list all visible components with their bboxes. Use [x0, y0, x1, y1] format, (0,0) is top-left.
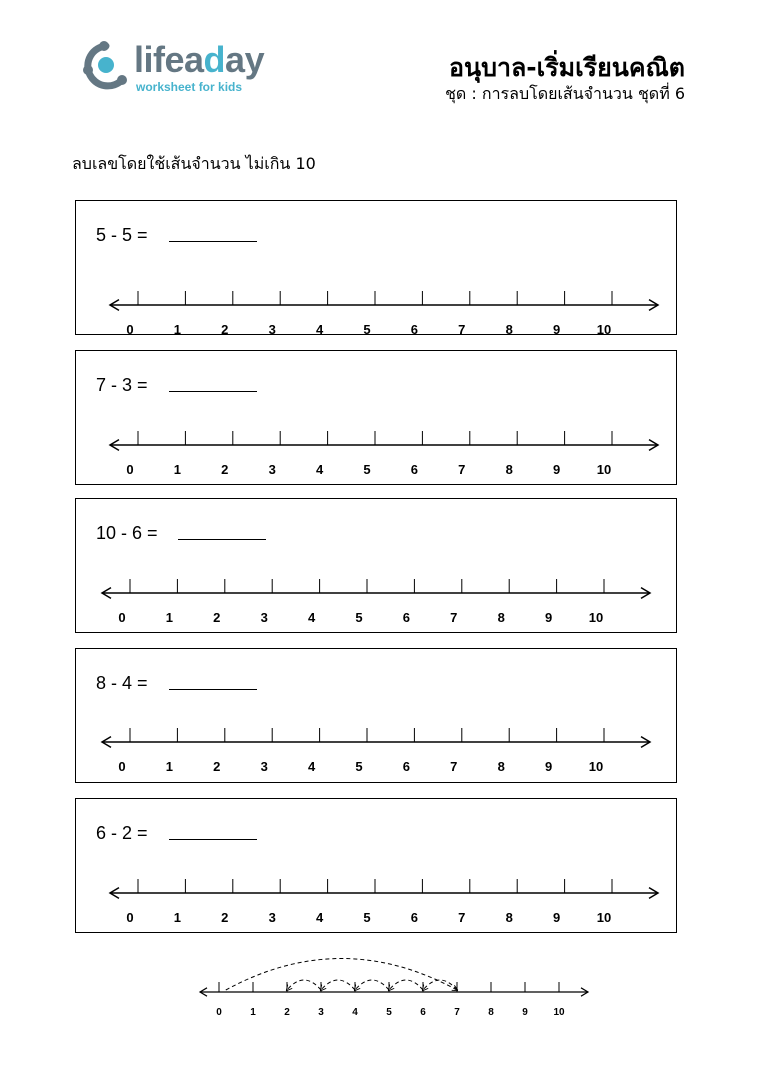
tick-label: 4	[352, 1007, 358, 1018]
tick-label: 3	[268, 910, 276, 925]
number-line	[76, 201, 676, 334]
logo-wordmark: lifeaday	[134, 39, 265, 80]
jump-arc	[389, 980, 423, 990]
tick-label: 4	[315, 322, 324, 334]
tick-label: 0	[126, 910, 134, 925]
tick-label: 10	[596, 462, 612, 477]
tick-label: 4	[315, 462, 324, 477]
tick-label: 1	[165, 759, 174, 774]
tick-label: 2	[221, 910, 229, 925]
tick-label: 2	[213, 610, 221, 625]
tick-label: 8	[488, 1007, 494, 1018]
tick-label: 7	[450, 759, 458, 774]
problem-equation: 8 - 4 =	[96, 673, 148, 693]
tick-label: 2	[284, 1007, 290, 1018]
tick-label: 2	[221, 462, 229, 477]
problem-equation: 6 - 2 =	[96, 823, 148, 843]
tick-label: 2	[221, 322, 229, 334]
tick-label: 5	[363, 462, 371, 477]
tick-label: 7	[458, 462, 466, 477]
tick-label: 7	[450, 610, 458, 625]
jump-arc	[321, 980, 355, 990]
number-line	[76, 799, 676, 932]
tick-label: 6	[410, 462, 419, 477]
tick-label: 0	[126, 322, 134, 334]
tick-label: 9	[544, 610, 553, 625]
tick-label: 6	[402, 759, 411, 774]
tick-label: 5	[355, 759, 363, 774]
page-title: อนุบาล-เริ่มเรียนคณิต	[448, 53, 685, 82]
jump-arc	[423, 980, 457, 990]
tick-label: 3	[318, 1007, 324, 1018]
example-jumps-diagram	[190, 950, 600, 1025]
problem-equation: 10 - 6 =	[96, 523, 158, 543]
problem-box	[75, 798, 677, 933]
number-line	[76, 351, 676, 484]
tick-label: 9	[544, 759, 553, 774]
tick-label: 0	[216, 1007, 222, 1018]
tick-label: 10	[553, 1007, 565, 1018]
problem-box	[75, 350, 677, 485]
problem-box	[75, 498, 677, 633]
tick-label: 0	[118, 759, 126, 774]
tick-label: 5	[355, 610, 363, 625]
tick-label: 8	[505, 462, 513, 477]
tick-label: 10	[588, 610, 604, 625]
molecule-icon	[82, 40, 130, 90]
tick-label: 8	[497, 759, 505, 774]
tick-label: 8	[497, 610, 505, 625]
tick-label: 2	[213, 759, 221, 774]
tick-label: 1	[173, 322, 182, 334]
problem-equation: 7 - 3 =	[96, 375, 148, 395]
tick-label: 4	[315, 910, 324, 925]
tick-label: 6	[402, 610, 411, 625]
logo	[82, 38, 282, 98]
tick-label: 7	[458, 910, 466, 925]
tick-label: 7	[458, 322, 466, 334]
tick-label: 1	[250, 1007, 256, 1018]
tick-label: 5	[363, 910, 371, 925]
tick-label: 8	[505, 322, 513, 334]
page-subtitle: ชุด : การลบโดยเส้นจำนวน ชุดที่ 6	[445, 84, 685, 103]
instruction-text: ลบเลขโดยใช้เส้นจำนวน ไม่เกิน 10	[72, 154, 316, 173]
tick-label: 4	[307, 610, 316, 625]
jump-arc	[355, 980, 389, 990]
start-jump-arc	[226, 959, 457, 991]
tick-label: 1	[173, 462, 182, 477]
number-line	[76, 649, 676, 782]
tick-label: 9	[552, 910, 561, 925]
tick-label: 1	[165, 610, 174, 625]
tick-label: 6	[410, 322, 419, 334]
tick-label: 3	[268, 462, 276, 477]
jump-arc	[287, 980, 321, 990]
tick-label: 9	[552, 462, 561, 477]
tick-label: 0	[126, 462, 134, 477]
tick-label: 5	[363, 322, 371, 334]
example-number-line	[190, 950, 600, 1025]
tick-label: 7	[454, 1007, 460, 1018]
tick-label: 10	[596, 322, 612, 334]
tick-label: 10	[588, 759, 604, 774]
tick-label: 0	[118, 610, 126, 625]
tick-label: 6	[420, 1007, 426, 1018]
tick-label: 3	[260, 610, 268, 625]
tick-label: 3	[268, 322, 276, 334]
tick-label: 6	[410, 910, 419, 925]
tick-label: 4	[307, 759, 316, 774]
tick-label: 9	[522, 1007, 528, 1018]
problem-box	[75, 648, 677, 783]
tick-label: 10	[596, 910, 612, 925]
tick-label: 9	[552, 322, 561, 334]
problem-equation: 5 - 5 =	[96, 225, 148, 245]
problem-box	[75, 200, 677, 335]
tick-label: 8	[505, 910, 513, 925]
number-line	[76, 499, 676, 632]
tick-label: 1	[173, 910, 182, 925]
tick-label: 3	[260, 759, 268, 774]
tick-label: 5	[386, 1007, 392, 1018]
logo-tagline: worksheet for kids	[136, 80, 243, 94]
